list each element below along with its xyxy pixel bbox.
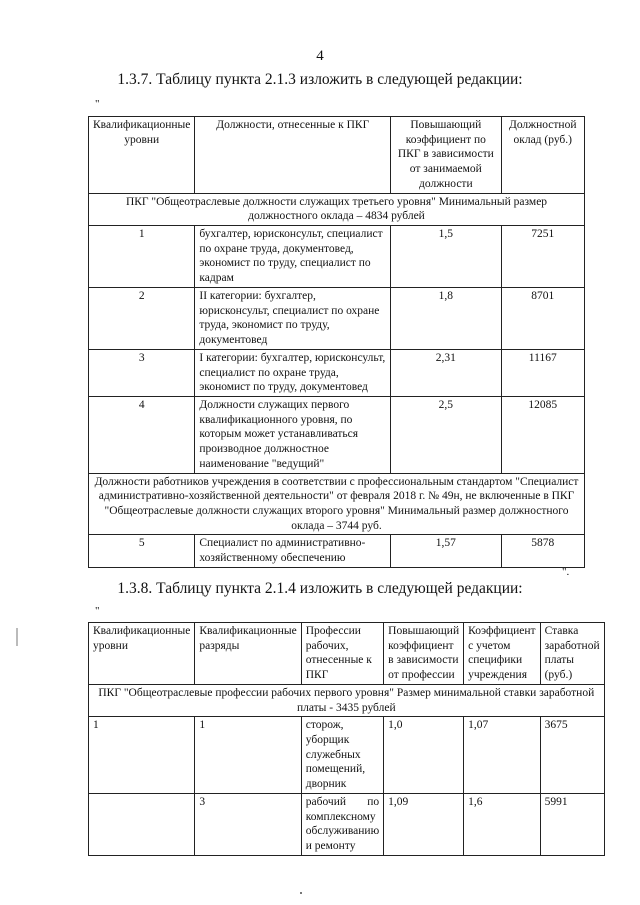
salary-cell: 11167	[501, 349, 585, 396]
grade-cell: 3	[195, 793, 301, 855]
header-cell: Должности, отнесенные к ПКГ	[195, 117, 391, 194]
table-row	[89, 717, 605, 794]
wage-rate-table-2-1-4	[88, 622, 605, 856]
header-cell: Должностной оклад (руб.)	[501, 117, 585, 194]
table-row	[89, 535, 585, 567]
profession-cell: рабочий по комплексному обслуживанию и ремонту	[301, 793, 383, 855]
level-cell: 5	[89, 535, 195, 567]
header-cell: Повышающий коэффициент в зависимости от профессии	[384, 623, 464, 685]
section-heading-1-3-7: 1.3.7. Таблицу пункта 2.1.3 изложить в следующей редакции:	[117, 71, 523, 88]
positions-cell: I категории: бухгалтер, юрисконсульт, специалист по охране труда, экономист по труду, документовед	[195, 349, 391, 396]
salary-cell: 8701	[501, 287, 585, 349]
coefficient-cell: 2,31	[391, 349, 501, 396]
table-row	[89, 793, 605, 855]
specific-coefficient-cell: 1,07	[464, 717, 540, 794]
header-cell: Квалификационные разряды	[195, 623, 301, 685]
table-row	[89, 226, 585, 288]
group-title: ПКГ "Общеотраслевые профессии рабочих первого уровня" Размер минимальной ставки заработной платы - 3435 рублей	[89, 684, 605, 716]
salary-cell: 12085	[501, 396, 585, 473]
coefficient-cell: 1,09	[384, 793, 464, 855]
opening-quote: "	[95, 98, 100, 110]
salary-cell: 7251	[501, 226, 585, 288]
header-cell: Квалификационные уровни	[89, 117, 195, 194]
positions-cell: II категории: бухгалтер, юрисконсульт, специалист по охране труда, экономист по труду, документовед	[195, 287, 391, 349]
header-cell: Квалификационные уровни	[89, 623, 195, 685]
grade-cell: 1	[195, 717, 301, 794]
section-heading-1-3-8: 1.3.8. Таблицу пункта 2.1.4 изложить в следующей редакции:	[117, 580, 523, 597]
group-title: Должности работников учреждения в соответствии с профессиональным стандартом "Специалист административно-хозяйственной деятельности" от февраля 2018 г. № 49н, не включенные в ПКГ "Общеотраслевые должности служащих второго уровня" Минимальный размер должностного оклада – 3744 руб.	[89, 473, 585, 535]
salary-cell: 5878	[501, 535, 585, 567]
table-row	[89, 396, 585, 473]
profession-cell: сторож, уборщик служебных помещений, дворник	[301, 717, 383, 794]
opening-quote: "	[95, 605, 100, 617]
coefficient-cell: 1,0	[384, 717, 464, 794]
coefficient-cell: 1,5	[391, 226, 501, 288]
header-cell: Ставка заработной платы (руб.)	[540, 623, 604, 685]
level-cell: 2	[89, 287, 195, 349]
table-header-row	[89, 623, 605, 685]
level-cell: 3	[89, 349, 195, 396]
group-row	[89, 193, 585, 225]
group-title: ПКГ "Общеотраслевые должности служащих третьего уровня" Минимальный размер должностного оклада – 4834 рублей	[89, 193, 585, 225]
rate-cell: 5991	[540, 793, 604, 855]
positions-cell: Должности служащих первого квалификационного уровня, по которым может устанавливаться производное должностное наименование "ведущий"	[195, 396, 391, 473]
level-cell	[89, 793, 195, 855]
table-row	[89, 349, 585, 396]
level-cell: 1	[89, 226, 195, 288]
closing-quote: ".	[562, 566, 570, 578]
coefficient-cell: 1,57	[391, 535, 501, 567]
coefficient-cell: 1,8	[391, 287, 501, 349]
positions-cell: Специалист по административно-хозяйственному обеспечению	[195, 535, 391, 567]
specific-coefficient-cell: 1,6	[464, 793, 540, 855]
header-cell: Коэффициент с учетом специфики учреждения	[464, 623, 540, 685]
header-cell: Повышающий коэффициент по ПКГ в зависимости от занимаемой должности	[391, 117, 501, 194]
positions-cell: бухгалтер, юрисконсульт, специалист по охране труда, документовед, экономист по труду, специалист по кадрам	[195, 226, 391, 288]
page-number: 4	[316, 48, 324, 64]
coefficient-cell: 2,5	[391, 396, 501, 473]
scan-mark	[16, 628, 18, 646]
rate-cell: 3675	[540, 717, 604, 794]
group-row	[89, 684, 605, 716]
salary-table-2-1-3	[88, 116, 585, 568]
table-row	[89, 287, 585, 349]
table-header-row	[89, 117, 585, 194]
header-cell: Профессии рабочих, отнесенные к ПКГ	[301, 623, 383, 685]
scan-dot	[300, 892, 302, 894]
group-row	[89, 473, 585, 535]
level-cell: 1	[89, 717, 195, 794]
level-cell: 4	[89, 396, 195, 473]
